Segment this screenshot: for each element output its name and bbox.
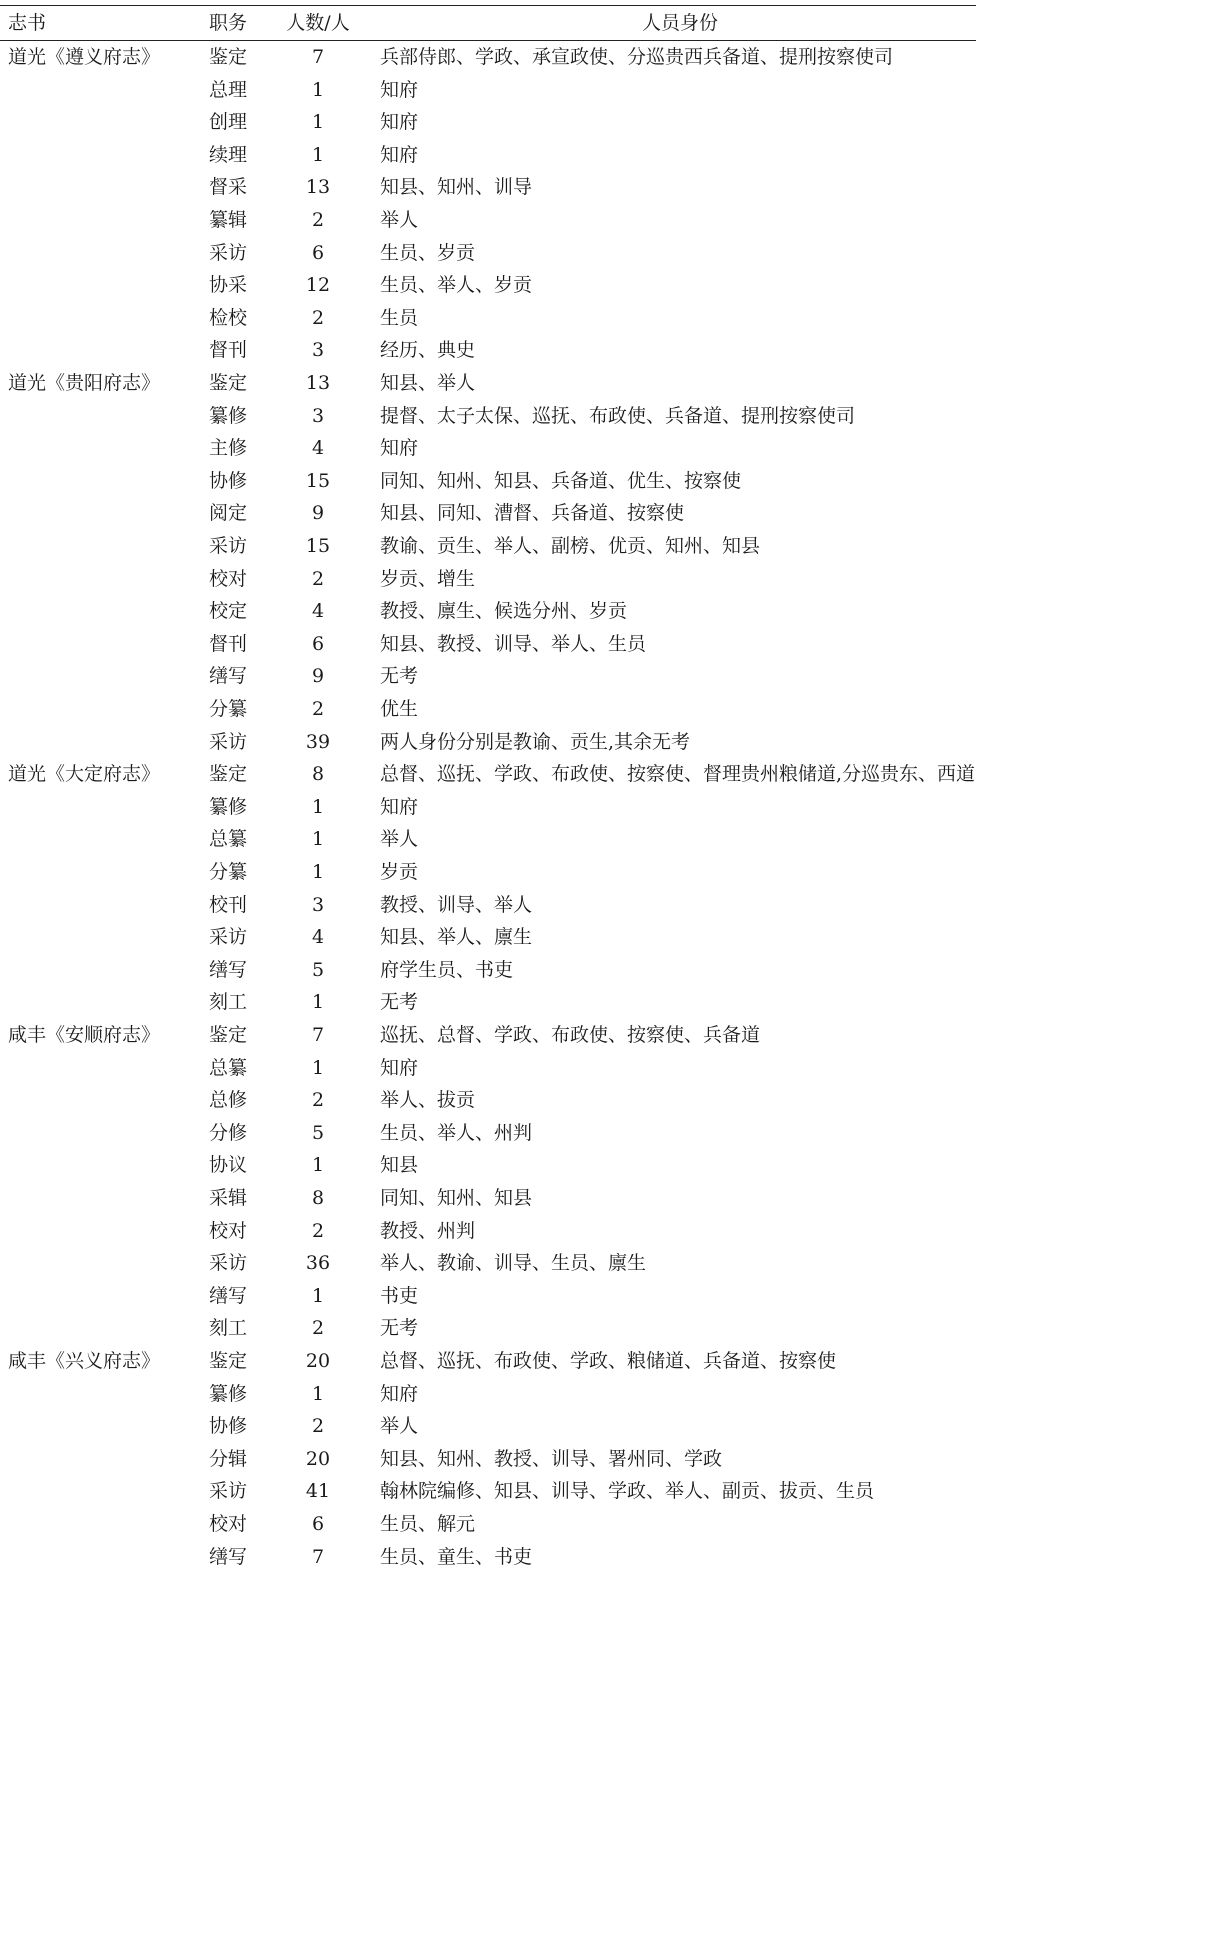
table-row bbox=[0, 497, 976, 530]
table-row bbox=[0, 791, 976, 824]
table-row bbox=[0, 1052, 976, 1085]
table-row bbox=[0, 1149, 976, 1182]
cell-count: 1 bbox=[311, 78, 325, 101]
cell-duty: 校对 bbox=[209, 1219, 248, 1242]
cell-count: 7 bbox=[311, 1545, 325, 1568]
cell-count: 2 bbox=[311, 1317, 325, 1340]
table-row bbox=[0, 367, 976, 400]
cell-identity: 同知、知州、知县 bbox=[380, 1187, 533, 1209]
table-row bbox=[0, 954, 976, 987]
cell-count: 2 bbox=[311, 1089, 325, 1112]
cell-duty: 采访 bbox=[209, 241, 248, 264]
cell-count: 5 bbox=[311, 1121, 325, 1144]
table-row bbox=[0, 1280, 976, 1313]
cell-duty: 缮写 bbox=[209, 1545, 248, 1568]
cell-duty: 总纂 bbox=[209, 828, 248, 851]
cell-count: 2 bbox=[311, 306, 325, 329]
cell-identity: 知府 bbox=[380, 795, 419, 818]
cell-count: 1 bbox=[311, 111, 325, 134]
table-row bbox=[0, 334, 976, 367]
table-row bbox=[0, 237, 976, 270]
cell-duty: 缮写 bbox=[209, 665, 248, 688]
cell-identity: 知府 bbox=[380, 143, 419, 166]
cell-count: 7 bbox=[311, 46, 325, 68]
header-book: 志书 bbox=[8, 12, 47, 34]
table-row bbox=[0, 595, 976, 628]
cell-identity: 兵部侍郎、学政、承宣政使、分巡贵西兵备道、提刑按察使司 bbox=[380, 46, 894, 68]
table-row bbox=[0, 628, 976, 661]
cell-count: 15 bbox=[305, 469, 331, 492]
table-row bbox=[0, 465, 976, 498]
cell-count: 9 bbox=[311, 502, 325, 525]
cell-duty: 缮写 bbox=[209, 958, 248, 981]
cell-duty: 督刊 bbox=[209, 339, 248, 362]
cell-duty: 鉴定 bbox=[209, 372, 248, 394]
cell-duty: 督刊 bbox=[209, 632, 248, 655]
cell-count: 1 bbox=[311, 1056, 325, 1079]
cell-duty: 纂修 bbox=[209, 795, 248, 818]
cell-identity: 知县、知州、训导 bbox=[380, 176, 533, 199]
cell-duty: 采访 bbox=[209, 730, 248, 753]
cell-identity: 府学生员、书吏 bbox=[380, 958, 514, 981]
cell-book: 咸丰《兴义府志》 bbox=[8, 1350, 161, 1372]
header-count: 人数/人 bbox=[286, 12, 350, 34]
table-row bbox=[0, 1378, 976, 1411]
cell-book: 道光《贵阳府志》 bbox=[8, 372, 161, 394]
cell-duty: 阅定 bbox=[209, 502, 248, 525]
cell-count: 9 bbox=[311, 665, 325, 688]
table-row bbox=[0, 1117, 976, 1150]
table-row bbox=[0, 1443, 976, 1476]
cell-count: 4 bbox=[311, 600, 325, 623]
cell-identity: 同知、知州、知县、兵备道、优生、按察使 bbox=[380, 469, 742, 492]
cell-count: 3 bbox=[311, 339, 325, 362]
cell-count: 20 bbox=[305, 1350, 331, 1372]
cell-count: 1 bbox=[311, 1284, 325, 1307]
cell-identity: 教谕、贡生、举人、副榜、优贡、知州、知县 bbox=[380, 535, 761, 557]
header-identity: 人员身份 bbox=[641, 12, 718, 34]
cell-identity: 巡抚、总督、学政、布政使、按察使、兵备道 bbox=[380, 1024, 761, 1046]
table-row bbox=[0, 660, 976, 693]
cell-identity: 岁贡 bbox=[380, 861, 419, 883]
cell-count: 4 bbox=[311, 437, 325, 460]
cell-identity: 知县、举人、廪生 bbox=[380, 926, 533, 949]
cell-count: 1 bbox=[311, 991, 325, 1014]
table-row bbox=[0, 889, 976, 922]
table-row bbox=[0, 1312, 976, 1345]
cell-count: 2 bbox=[311, 698, 325, 720]
cell-duty: 采辑 bbox=[209, 1187, 248, 1209]
table-row bbox=[0, 139, 976, 172]
cell-duty: 纂修 bbox=[209, 404, 248, 427]
cell-identity: 生员、举人、岁贡 bbox=[380, 274, 533, 297]
cell-duty: 主修 bbox=[209, 437, 248, 460]
table-row bbox=[0, 986, 976, 1019]
cell-identity: 经历、典史 bbox=[380, 339, 476, 362]
cell-duty: 协修 bbox=[209, 469, 248, 492]
cell-duty: 鉴定 bbox=[209, 763, 248, 786]
cell-count: 8 bbox=[311, 763, 325, 786]
cell-identity: 无考 bbox=[380, 1317, 419, 1340]
cell-duty: 采访 bbox=[209, 535, 248, 557]
cell-identity: 书吏 bbox=[380, 1284, 419, 1307]
cell-identity: 两人身份分别是教谕、贡生,其余无考 bbox=[380, 730, 691, 753]
cell-identity: 教授、州判 bbox=[380, 1219, 476, 1242]
cell-count: 6 bbox=[311, 241, 325, 264]
cell-identity: 提督、太子太保、巡抚、布政使、兵备道、提刑按察使司 bbox=[380, 404, 856, 427]
cell-identity: 教授、廪生、候选分州、岁贡 bbox=[380, 600, 628, 623]
table-row bbox=[0, 41, 976, 74]
cell-identity: 岁贡、增生 bbox=[380, 567, 476, 590]
cell-identity: 知县、知州、教授、训导、署州同、学政 bbox=[380, 1447, 723, 1470]
cell-duty: 协议 bbox=[209, 1154, 248, 1177]
cell-identity: 生员、解元 bbox=[380, 1513, 476, 1535]
table-row bbox=[0, 758, 976, 791]
cell-duty: 鉴定 bbox=[209, 1350, 248, 1372]
cell-duty: 鉴定 bbox=[209, 1024, 248, 1046]
cell-duty: 采访 bbox=[209, 926, 248, 949]
cell-identity: 知府 bbox=[380, 78, 419, 101]
cell-duty: 校刊 bbox=[209, 893, 248, 916]
cell-duty: 分修 bbox=[209, 1121, 248, 1144]
table-row bbox=[0, 302, 976, 335]
table-header-row bbox=[0, 6, 976, 40]
cell-count: 20 bbox=[305, 1447, 331, 1470]
cell-duty: 刻工 bbox=[209, 991, 248, 1014]
table-row bbox=[0, 1215, 976, 1248]
cell-duty: 采访 bbox=[209, 1480, 248, 1503]
table-row bbox=[0, 1410, 976, 1443]
table-row bbox=[0, 1345, 976, 1378]
table-row bbox=[0, 1019, 976, 1052]
cell-count: 6 bbox=[311, 632, 325, 655]
cell-identity: 教授、训导、举人 bbox=[380, 893, 533, 916]
cell-identity: 知府 bbox=[380, 437, 419, 460]
table-row bbox=[0, 106, 976, 139]
table-row bbox=[0, 1182, 976, 1215]
cell-count: 15 bbox=[305, 535, 331, 557]
cell-count: 36 bbox=[305, 1252, 331, 1275]
cell-identity: 生员、举人、州判 bbox=[380, 1121, 533, 1144]
cell-identity: 知县 bbox=[380, 1154, 419, 1177]
cell-duty: 续理 bbox=[209, 143, 248, 166]
cell-duty: 纂修 bbox=[209, 1382, 248, 1405]
cell-count: 1 bbox=[311, 143, 325, 166]
table-row bbox=[0, 1541, 976, 1574]
table-row bbox=[0, 1508, 976, 1541]
cell-count: 39 bbox=[305, 730, 331, 753]
table-row bbox=[0, 726, 976, 759]
cell-duty: 分纂 bbox=[209, 861, 248, 883]
cell-count: 8 bbox=[311, 1187, 325, 1209]
cell-identity: 举人 bbox=[380, 209, 419, 231]
cell-identity: 翰林院编修、知县、训导、学政、举人、副贡、拔贡、生员 bbox=[380, 1480, 875, 1503]
cell-identity: 举人、拔贡 bbox=[380, 1089, 476, 1112]
table-row bbox=[0, 1475, 976, 1508]
table-row bbox=[0, 921, 976, 954]
cell-duty: 缮写 bbox=[209, 1284, 248, 1307]
cell-identity: 生员 bbox=[380, 306, 419, 329]
cell-duty: 校对 bbox=[209, 567, 248, 590]
cell-duty: 鉴定 bbox=[209, 46, 248, 68]
table-row bbox=[0, 171, 976, 204]
cell-count: 1 bbox=[311, 1154, 325, 1177]
table-row bbox=[0, 530, 976, 563]
cell-count: 2 bbox=[311, 1415, 325, 1438]
cell-book: 道光《大定府志》 bbox=[8, 763, 161, 786]
cell-count: 6 bbox=[311, 1513, 325, 1535]
cell-duty: 督采 bbox=[209, 176, 248, 199]
cell-count: 1 bbox=[311, 828, 325, 851]
table-row bbox=[0, 563, 976, 596]
cell-duty: 采访 bbox=[209, 1252, 248, 1275]
cell-count: 13 bbox=[305, 372, 331, 394]
cell-book: 道光《遵义府志》 bbox=[8, 46, 161, 68]
cell-duty: 协采 bbox=[209, 274, 248, 297]
table-row bbox=[0, 400, 976, 433]
cell-count: 1 bbox=[311, 1382, 325, 1405]
cell-count: 12 bbox=[305, 274, 331, 297]
cell-identity: 知府 bbox=[380, 1382, 419, 1405]
cell-count: 1 bbox=[311, 795, 325, 818]
cell-identity: 优生 bbox=[380, 698, 419, 720]
cell-duty: 协修 bbox=[209, 1415, 248, 1438]
cell-count: 13 bbox=[305, 176, 331, 199]
cell-identity: 生员、岁贡 bbox=[380, 241, 476, 264]
table-row bbox=[0, 1084, 976, 1117]
cell-duty: 分纂 bbox=[209, 698, 248, 720]
table-row bbox=[0, 693, 976, 726]
cell-count: 5 bbox=[311, 958, 325, 981]
cell-identity: 无考 bbox=[380, 991, 419, 1014]
cell-duty: 分辑 bbox=[209, 1447, 248, 1470]
table-row bbox=[0, 74, 976, 107]
cell-duty: 检校 bbox=[209, 306, 248, 329]
cell-duty: 纂辑 bbox=[209, 209, 248, 231]
cell-identity: 知府 bbox=[380, 111, 419, 134]
cell-identity: 知县、同知、漕督、兵备道、按察使 bbox=[380, 502, 685, 525]
table-row bbox=[0, 1247, 976, 1280]
cell-identity: 知县、教授、训导、举人、生员 bbox=[380, 632, 647, 655]
cell-count: 7 bbox=[311, 1024, 325, 1046]
cell-duty: 总理 bbox=[209, 78, 248, 101]
cell-identity: 无考 bbox=[380, 665, 419, 688]
cell-duty: 校定 bbox=[209, 600, 248, 623]
cell-duty: 创理 bbox=[209, 111, 248, 134]
cell-duty: 总纂 bbox=[209, 1056, 248, 1079]
cell-count: 2 bbox=[311, 567, 325, 590]
cell-identity: 总督、巡抚、布政使、学政、粮储道、兵备道、按察使 bbox=[380, 1350, 837, 1372]
cell-identity: 举人、教谕、训导、生员、廪生 bbox=[380, 1252, 647, 1275]
cell-count: 1 bbox=[311, 861, 325, 883]
cell-identity: 生员、童生、书吏 bbox=[380, 1545, 533, 1568]
cell-duty: 校对 bbox=[209, 1513, 248, 1535]
table-row bbox=[0, 823, 976, 856]
cell-count: 3 bbox=[311, 893, 325, 916]
header-duty: 职务 bbox=[209, 12, 248, 34]
cell-duty: 刻工 bbox=[209, 1317, 248, 1340]
table-row bbox=[0, 269, 976, 302]
cell-identity: 举人 bbox=[380, 828, 419, 851]
cell-count: 41 bbox=[305, 1480, 331, 1503]
cell-identity: 举人 bbox=[380, 1415, 419, 1438]
table-row bbox=[0, 432, 976, 465]
cell-identity: 知府 bbox=[380, 1056, 419, 1079]
cell-count: 2 bbox=[311, 1219, 325, 1242]
table-row bbox=[0, 204, 976, 237]
cell-identity: 知县、举人 bbox=[380, 372, 476, 394]
cell-identity: 总督、巡抚、学政、布政使、按察使、督理贵州粮储道,分巡贵东、西道 bbox=[380, 763, 976, 786]
cell-count: 2 bbox=[311, 209, 325, 231]
cell-count: 3 bbox=[311, 404, 325, 427]
cell-book: 咸丰《安顺府志》 bbox=[8, 1024, 161, 1046]
cell-count: 4 bbox=[311, 926, 325, 949]
table-row bbox=[0, 856, 976, 889]
cell-duty: 总修 bbox=[209, 1089, 248, 1112]
